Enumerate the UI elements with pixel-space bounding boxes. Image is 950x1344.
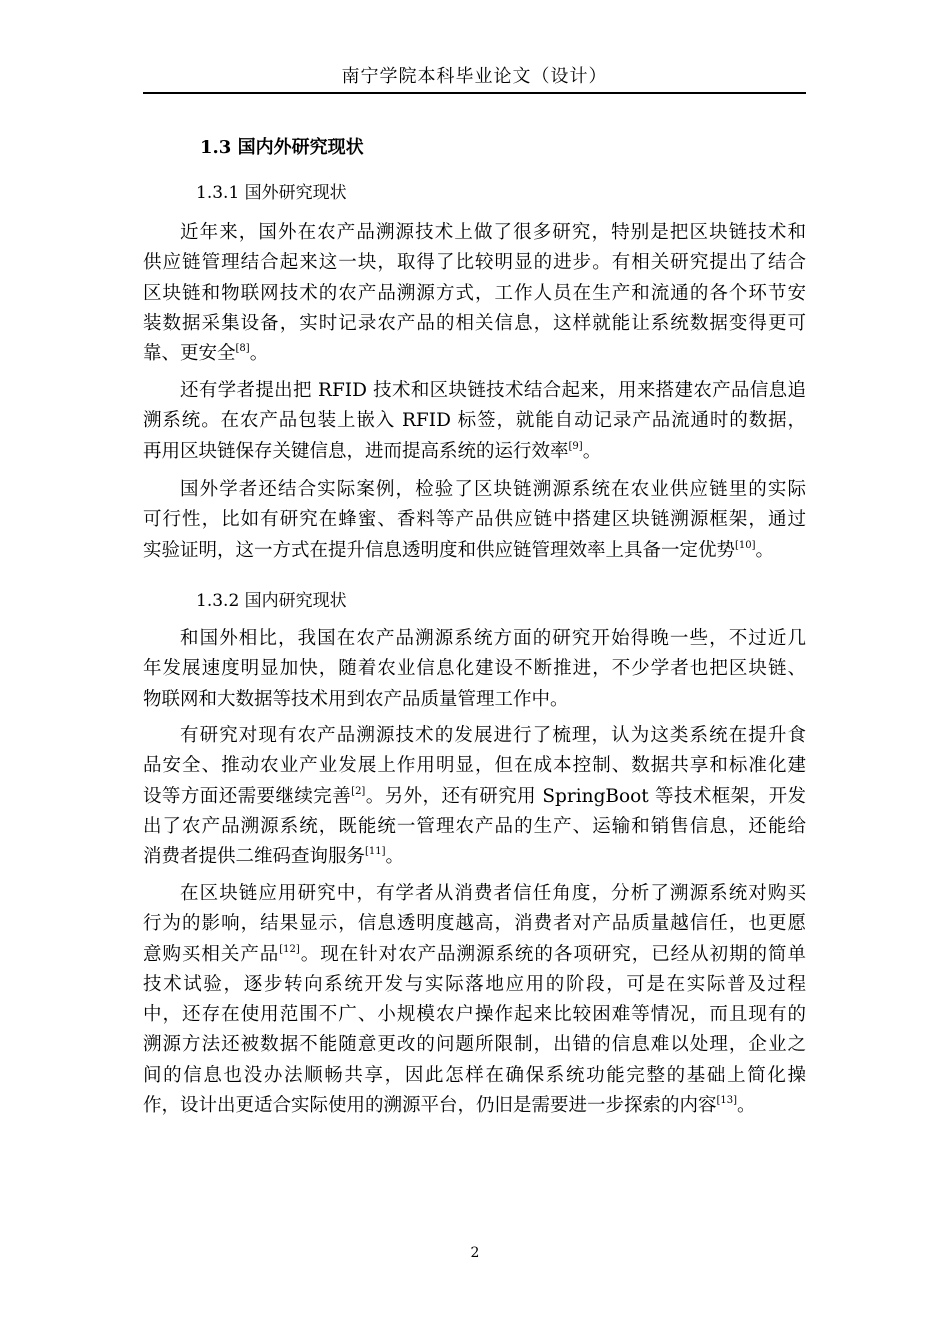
- citation: [2]: [351, 785, 366, 797]
- paragraph-foreign-3: [143, 475, 806, 566]
- text-line: 溯源方法还被数据不能随意更改的问题所限制，出错的信息难以处理，企业之: [143, 1034, 806, 1056]
- text-line: 国外学者还结合实际案例，检验了区块链溯源系统在农业供应链里的实际: [180, 479, 806, 500]
- text-line: 实验证明，这一方式在提升信息透明度和供应链管理效率上具备一定优势[10]。: [143, 539, 775, 561]
- text-line: 意购买相关产品[12]。现在针对农产品溯源系统的各项研究，已经从初期的简单: [143, 943, 806, 965]
- text-line: 物联网和大数据等技术用到农产品质量管理工作中。: [143, 688, 569, 710]
- paragraph-foreign-2: [143, 376, 806, 467]
- text-line: 在区块链应用研究中，有学者从消费者信任角度，分析了溯源系统对购买: [180, 883, 806, 904]
- text-line: 近年来，国外在农产品溯源技术上做了很多研究，特别是把区块链技术和: [180, 222, 806, 243]
- text-line: 设等方面还需要继续完善[2]。另外，还有研究用 SpringBoot 等技术框架，开发: [143, 785, 806, 807]
- citation: [13]: [716, 1095, 738, 1107]
- text-line: 作，设计出更适合实际使用的溯源平台，仍旧是需要进一步探索的内容[13]。: [143, 1095, 756, 1117]
- citation: [10]: [735, 539, 756, 551]
- text-line: 消费者提供二维码查询服务[11]。: [143, 846, 405, 868]
- page-number: 2: [470, 1245, 480, 1261]
- citation: [9]: [568, 440, 583, 452]
- text-line: 可行性，比如有研究在蜂蜜、香料等产品供应链中搭建区块链溯源框架，通过: [143, 509, 806, 531]
- citation: [8]: [235, 343, 250, 355]
- citation: [11]: [365, 846, 386, 858]
- paragraph-foreign-1: [143, 218, 806, 369]
- text-line: 有研究对现有农产品溯源技术的发展进行了梳理，认为这类系统在提升食: [180, 725, 806, 746]
- text-line: 装数据采集设备，实时记录农产品的相关信息，这样就能让系统数据变得更可: [143, 312, 806, 334]
- section-heading: 1.3 国内外研究现状: [200, 137, 364, 158]
- text-line: 年发展速度明显加快，随着农业信息化建设不断推进，不少学者也把区块链、: [143, 658, 806, 680]
- text-line: 溯系统。在农产品包装上嵌入 RFID 标签，就能自动记录产品流通时的数据，: [143, 410, 806, 432]
- subsection-heading-foreign: 1.3.1 国外研究现状: [196, 183, 347, 203]
- text-line: 靠、更安全[8]。: [143, 343, 269, 365]
- text-line: 出了农产品溯源系统，既能统一管理农产品的生产、运输和销售信息，还能给: [143, 815, 806, 837]
- text-line: 间的信息也没办法顺畅共享，因此怎样在确保系统功能完整的基础上简化操: [143, 1064, 806, 1086]
- paragraph-domestic-2: [143, 721, 806, 872]
- text-line: 品安全、推动农业产业发展上作用明显，但在成本控制、数据共享和标准化建: [143, 755, 806, 777]
- citation: [12]: [279, 943, 300, 955]
- subsection-heading-domestic: 1.3.2 国内研究现状: [196, 591, 347, 611]
- paragraph-domestic-1: [143, 624, 806, 715]
- text-line: 供应链管理结合起来这一块，取得了比较明显的进步。有相关研究提出了结合: [143, 252, 806, 274]
- text-line: 区块链和物联网技术的农产品溯源方式，工作人员在生产和流通的各个环节安: [143, 282, 806, 304]
- text-line: 再用区块链保存关键信息，进而提高系统的运行效率[9]。: [143, 440, 602, 462]
- header-rule: [143, 92, 806, 94]
- text-line: 行为的影响，结果显示，信息透明度越高，消费者对产品质量越信任，也更愿: [143, 913, 806, 935]
- text-line: 和国外相比，我国在农产品溯源系统方面的研究开始得晚一些，不过近几: [180, 628, 806, 649]
- text-line: 技术试验，逐步转向系统开发与实际落地应用的阶段，可是在实际普及过程: [143, 973, 806, 995]
- text-line: 还有学者提出把 RFID 技术和区块链技术结合起来，用来搭建农产品信息追: [180, 380, 806, 401]
- paragraph-domestic-3: [143, 879, 806, 1121]
- text-line: 中，还存在使用范围不广、小规模农户操作起来比较困难等情况，而且现有的: [143, 1004, 806, 1026]
- running-header: 南宁学院本科毕业论文（设计）: [341, 66, 608, 87]
